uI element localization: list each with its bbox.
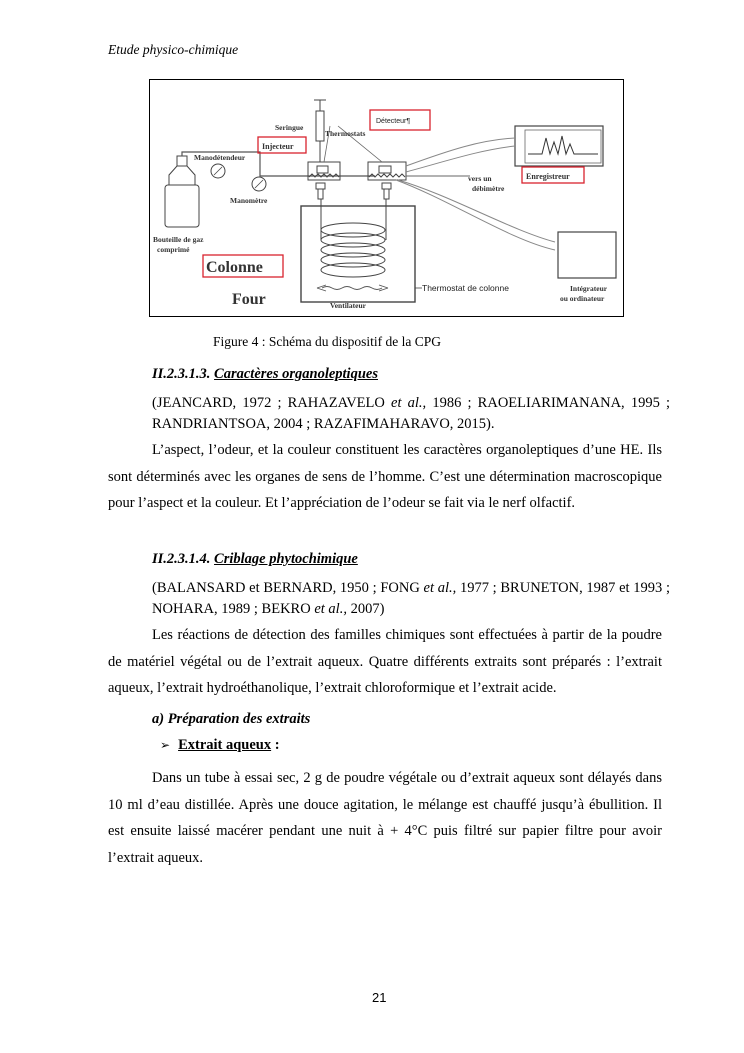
section-heading-organoleptiques xyxy=(152,366,378,383)
references-criblage: (BALANSARD et BERNARD, 1950 ; FONG et al., 1977 ; BRUNETON, 1987 et 1993 ; NOHARA, 1989 ; BEKRO et al., 2007) xyxy=(152,580,670,617)
paragraph-organoleptiques: L’aspect, l’odeur, et la couleur constituent les caractères organoleptiques d’une HE. Ils sont déterminés avec les organes de sens de l’homme. C’est une détermination macroscopique pour l’aspect et la couleur. Et l’appréciation de l’odeur se fait via le nerf olfactif. xyxy=(108,442,662,511)
bullet-extrait-aqueux: ➢ Extrait aqueux : xyxy=(160,737,280,753)
cpg-diagram xyxy=(149,79,624,317)
arrow-bullet-icon: ➢ xyxy=(160,738,171,752)
label-thermostats: Thermostats xyxy=(325,129,366,138)
column-coil xyxy=(321,199,386,277)
references-organoleptiques: (JEANCARD, 1972 ; RAHAZAVELO et al., 1986 ; RAOELIARIMANANA, 1995 ; RANDRIANTSOA, 2004 ; RAZAFIMAHARAVO, 2015). xyxy=(152,395,671,432)
running-header: Etude physico-chimique xyxy=(108,42,239,57)
integrator-drawing xyxy=(558,232,616,278)
section-title: Criblage phytochimique xyxy=(214,551,358,567)
label-integrateur-1: Intégrateur xyxy=(570,284,608,293)
label-colonne: Colonne xyxy=(206,259,263,276)
section-number: II.2.3.1.4. xyxy=(152,551,211,567)
syringe-drawing xyxy=(316,111,324,141)
label-enregistreur: Enregistreur xyxy=(526,172,570,181)
label-manodetendeur: Manodétendeur xyxy=(194,153,246,162)
label-injecteur: Injecteur xyxy=(262,142,294,151)
paragraph-extrait-aqueux: Dans un tube à essai sec, 2 g de poudre végétale ou d’extrait aqueux sont délayés dans 10 ml d’eau distillée. Après une douce agitation, le mélange est chauffé jusqu’à ébullition. Il est ensuite laissé macérer pendant une nuit à + 4°C puis filtré sur papier filtre pour avoir l’extrait aqueux. xyxy=(108,770,662,866)
label-thermostat-colonne: Thermostat de colonne xyxy=(422,283,509,293)
label-integrateur-2: ou ordinateur xyxy=(560,294,605,303)
label-ventilateur: Ventilateur xyxy=(330,301,366,310)
detector-thermostat xyxy=(368,162,406,180)
gas-bottle-drawing xyxy=(165,156,199,227)
paragraph-criblage: Les réactions de détection des familles chimiques sont effectuées à partir de la poudre de matériel végétal ou de l’extrait aqueux. Quatre différents extraits sont préparés : l’extrait aqueux, l’extrait hydroéthanolique, l’extrait chloroformique et l’extrait acide. xyxy=(108,627,662,696)
section-title: Caractères organoleptiques xyxy=(214,366,378,382)
recorder-drawing xyxy=(515,126,603,166)
label-bouteille-1: Bouteille de gaz xyxy=(153,235,204,244)
label-seringue: Seringue xyxy=(275,123,304,132)
injector-thermostat xyxy=(308,162,340,180)
section-number: II.2.3.1.3. xyxy=(152,366,211,382)
label-four: Four xyxy=(232,291,266,308)
label-vers-un: vers un xyxy=(468,174,492,183)
subsection-heading: a) Préparation des extraits xyxy=(152,711,311,727)
cpg-diagram-drawing xyxy=(150,80,625,318)
figure-caption: Figure 4 : Schéma du dispositif de la CPG xyxy=(213,334,441,349)
label-manometre: Manomètre xyxy=(230,196,268,205)
section-heading-criblage xyxy=(152,551,358,568)
label-debimetre: débimètre xyxy=(472,184,505,193)
page-number: 21 xyxy=(372,990,387,1005)
label-bouteille-2: comprimé xyxy=(157,245,190,254)
label-detecteur: Détecteur¶ xyxy=(376,118,411,125)
